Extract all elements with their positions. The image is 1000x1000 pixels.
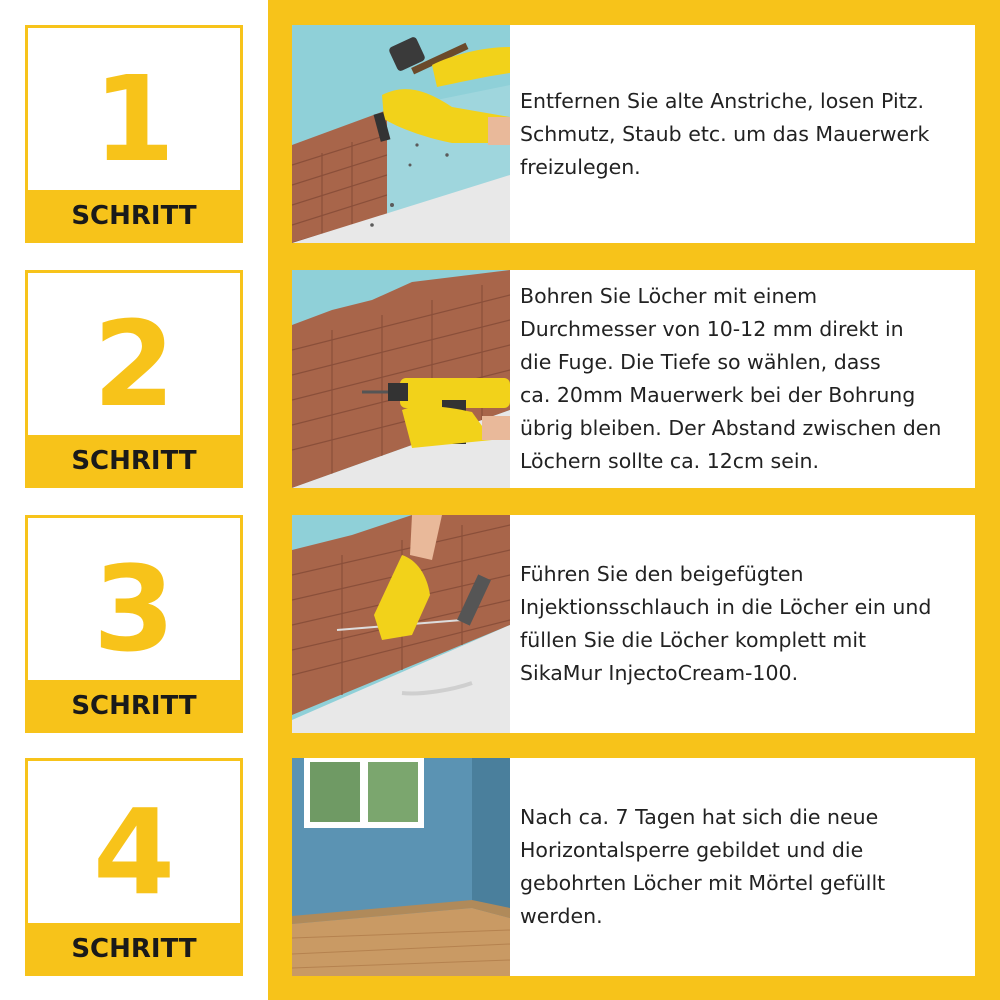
step-description: Entfernen Sie alte Anstriche, losen Pitz. Schmutz, Staub etc. um das Mauerwerk freizulegen. xyxy=(520,88,930,179)
step-2-card xyxy=(292,270,975,488)
step-1-badge xyxy=(25,25,243,243)
step-1-illustration-remove-plaster xyxy=(292,25,510,243)
step-label: SCHRITT xyxy=(28,435,240,485)
step-number: 3 xyxy=(92,540,176,678)
step-label: SCHRITT xyxy=(28,680,240,730)
step-label: SCHRITT xyxy=(28,923,240,973)
step-description: Nach ca. 7 Tagen hat sich die neue Horizontalsperre gebildet und die gebohrten Löcher mit Mörtel gefüllt werden. xyxy=(520,805,886,928)
step-number: 4 xyxy=(92,783,176,921)
step-3-card xyxy=(292,515,975,733)
step-label: SCHRITT xyxy=(28,190,240,240)
step-number: 1 xyxy=(92,50,176,188)
step-4-badge xyxy=(25,758,243,976)
step-2-badge xyxy=(25,270,243,488)
step-4-card xyxy=(292,758,975,976)
step-description: Führen Sie den beigefügten Injektionsschlauch in die Löcher ein und füllen Sie die Löcher komplett mit SikaMur InjectoCream-100. xyxy=(520,562,932,685)
step-number: 2 xyxy=(92,295,176,433)
step-4-illustration-finished-room xyxy=(292,758,510,976)
step-2-illustration-drilling xyxy=(292,270,510,488)
step-1-card xyxy=(292,25,975,243)
step-description: Bohren Sie Löcher mit einem Durchmesser von 10-12 mm direkt in die Fuge. Die Tiefe so wählen, dass ca. 20mm Mauerwerk bei der Bohrung übrig bleiben. Der Abstand zwischen den Löchern sollte ca. 12cm sein. xyxy=(520,284,942,473)
step-3-badge xyxy=(25,515,243,733)
step-3-illustration-injecting xyxy=(292,515,510,733)
